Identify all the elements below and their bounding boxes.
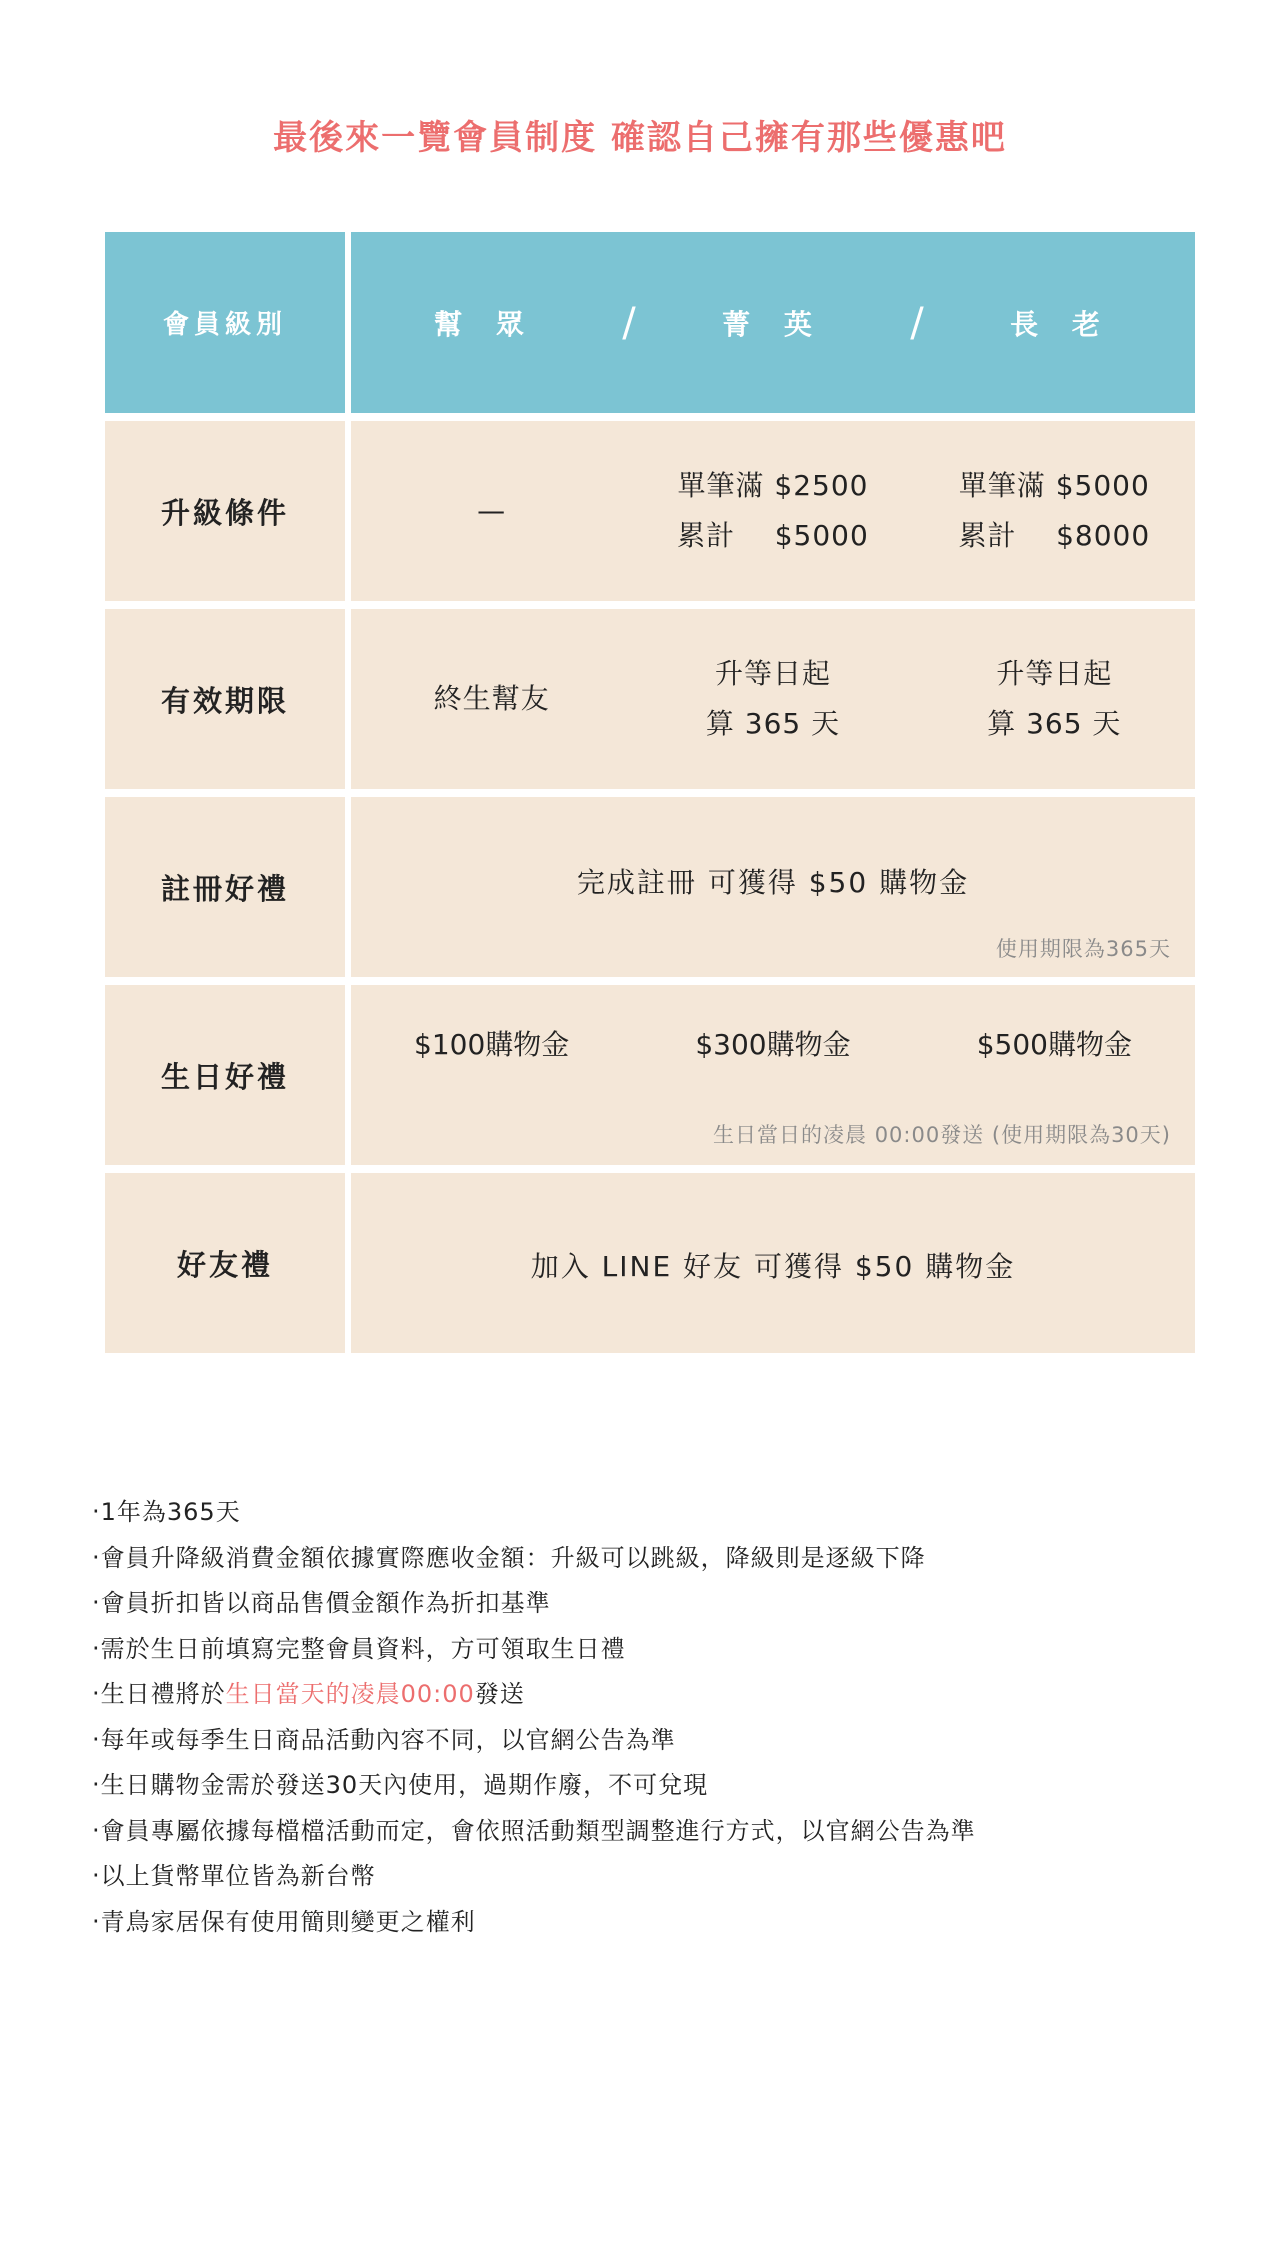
friend-gift-label: 好友禮	[105, 1173, 345, 1353]
cumulative-condition: 累計 $8000	[958, 519, 1151, 552]
rule-item: ‧每年或每季生日商品活動內容不同，以官網公告為準	[92, 1725, 676, 1754]
register-gift-text: 完成註冊 可獲得 $50 購物金	[576, 866, 970, 899]
birthday-gift-cell	[351, 985, 1195, 1165]
tier-name-3: 長 老	[1010, 307, 1112, 341]
register-gift-note: 使用期限為365天	[995, 937, 1171, 961]
rule-item	[92, 1672, 1212, 1718]
page-headline: 最後來一覽會員制度 確認自己擁有那些優惠吧	[273, 118, 1007, 158]
single-purchase-condition: 單筆滿 $5000	[958, 469, 1150, 502]
tier-name-1: 幫 眾	[434, 307, 536, 341]
tier-name-2: 菁 英	[722, 307, 824, 341]
validity-cell	[351, 609, 1195, 789]
table-row	[105, 797, 1195, 977]
tier-separator: /	[910, 299, 924, 346]
validity-line: 算 365 天	[705, 707, 841, 740]
single-purchase-condition: 單筆滿 $2500	[677, 469, 869, 502]
validity-line: 升等日起	[996, 657, 1113, 690]
upgrade-tier-2	[632, 461, 913, 561]
validity-line: 算 365 天	[987, 707, 1122, 740]
register-gift-cell	[351, 797, 1195, 977]
table-row	[105, 1173, 1195, 1353]
rule-item: ‧需於生日前填寫完整會員資料，方可領取生日禮	[92, 1634, 626, 1663]
upgrade-tier-1	[351, 486, 632, 536]
validity-line: 升等日起	[714, 657, 831, 690]
membership-rules-list	[92, 1490, 1212, 1945]
tier-names-cell	[351, 232, 1195, 413]
validity-tier-2	[632, 649, 913, 749]
rule-item: ‧會員折扣皆以商品售價金額作為折扣基準	[92, 1589, 551, 1617]
rule-item: ‧1年為365天	[92, 1498, 241, 1526]
upgrade-conditions-label: 升級條件	[105, 421, 345, 601]
no-condition-dash: —	[477, 494, 507, 527]
validity-tier-1	[351, 674, 632, 724]
table-row	[105, 421, 1195, 601]
rule-item: ‧生日購物金需於發送30天內使用，過期作廢，不可兌現	[92, 1771, 709, 1799]
rule-item: ‧會員專屬依據每檔檔活動而定，會依照活動類型調整進行方式，以官網公告為準	[92, 1816, 976, 1845]
lifetime-text: 終生幫友	[433, 682, 550, 715]
rule-text: ‧生日禮將於	[92, 1680, 226, 1708]
friend-gift-cell	[351, 1173, 1195, 1353]
validity-label: 有效期限	[105, 609, 345, 789]
birthday-gift-label: 生日好禮	[105, 985, 345, 1165]
rule-item: ‧青鳥家居保有使用簡則變更之權利	[92, 1907, 476, 1936]
table-row	[105, 609, 1195, 789]
table-row	[105, 985, 1195, 1165]
friend-gift-text: 加入 LINE 好友 可獲得 $50 購物金	[530, 1250, 1016, 1283]
birthday-gift-tier-3: $500購物金	[976, 1028, 1132, 1061]
birthday-gift-tier-1: $100購物金	[414, 1028, 570, 1061]
tier-separator: /	[622, 299, 636, 346]
rule-item: ‧以上貨幣單位皆為新台幣	[92, 1862, 376, 1890]
register-gift-label: 註冊好禮	[105, 797, 345, 977]
rule-text: 發送	[474, 1680, 525, 1708]
upgrade-tier-3	[914, 461, 1195, 561]
membership-table	[105, 232, 1195, 1361]
tier-column-label: 會員級別	[105, 232, 345, 413]
rule-highlight: 生日當天的凌晨00:00	[225, 1680, 475, 1708]
table-header-row	[105, 232, 1195, 413]
validity-tier-3	[914, 649, 1195, 749]
upgrade-conditions-cell	[351, 421, 1195, 601]
birthday-gift-note: 生日當日的凌晨 00:00發送 (使用期限為30天)	[713, 1123, 1171, 1147]
birthday-gift-tier-2: $300購物金	[695, 1028, 851, 1061]
cumulative-condition: 累計 $5000	[677, 519, 869, 552]
rule-item: ‧會員升降級消費金額依據實際應收金額：升級可以跳級，降級則是逐級下降	[92, 1543, 926, 1572]
